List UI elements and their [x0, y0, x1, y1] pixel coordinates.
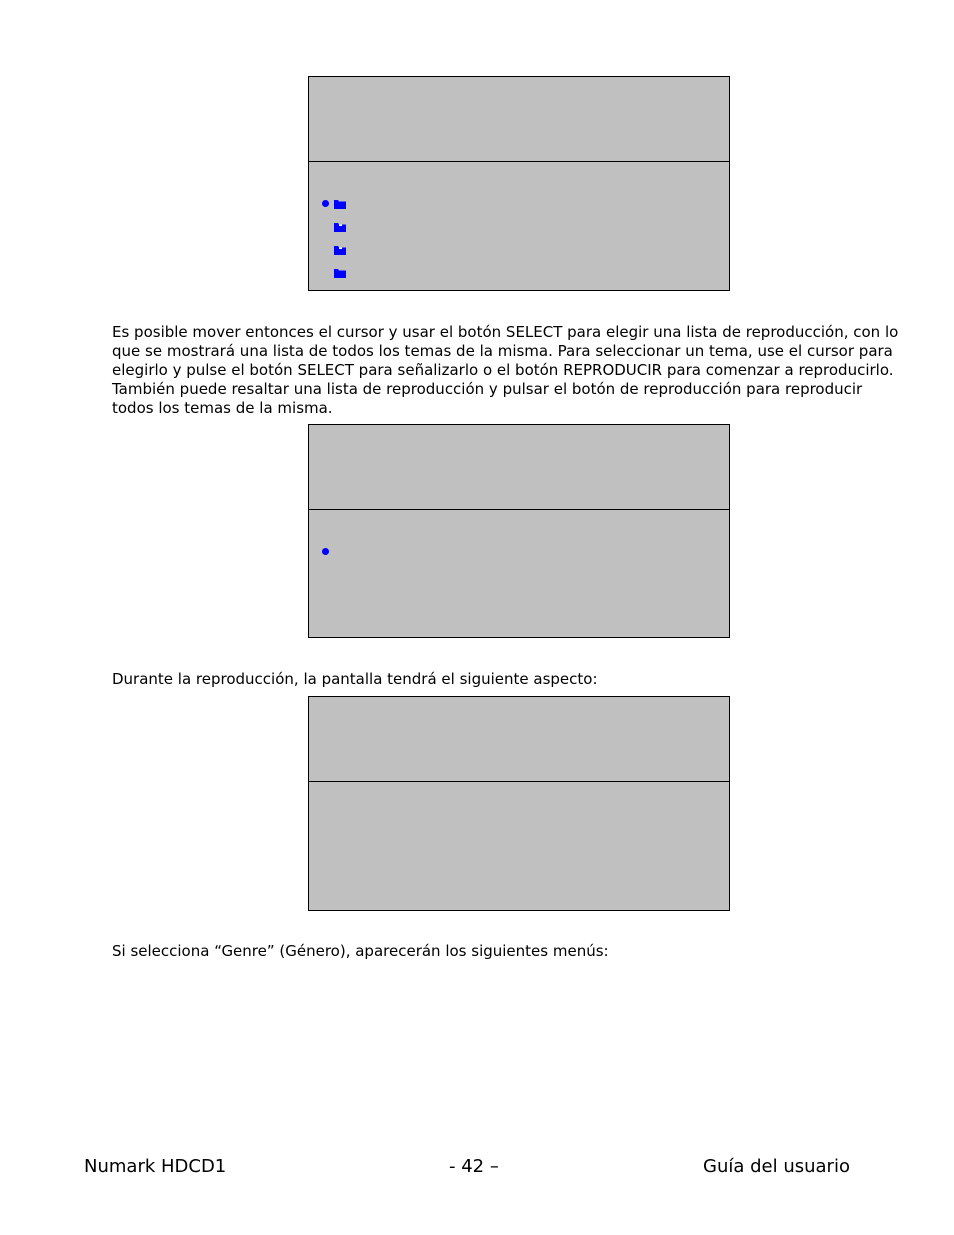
display-screen-playback — [308, 696, 730, 911]
bullet-icon — [322, 548, 329, 555]
display-screen-playlists — [308, 76, 730, 291]
display-header — [309, 697, 729, 782]
display-screen-tracks — [308, 424, 730, 638]
footer-product-name: Numark HDCD1 — [84, 1156, 227, 1177]
display-header — [309, 425, 729, 510]
paragraph-during-playback: Durante la reproducción, la pantalla tendrá el siguiente aspecto: — [112, 670, 598, 688]
folder-icon — [334, 245, 346, 255]
display-header — [309, 77, 729, 162]
paragraph-genre: Si selecciona “Genre” (Género), aparecerán los siguientes menús: — [112, 942, 609, 960]
footer-page-number: - 42 – — [449, 1156, 499, 1177]
paragraph-playlist-intro: Es posible mover entonces el cursor y usar el botón SELECT para elegir una lista de reproducción, con lo que se mostrará una lista de todos los temas de la misma. Para seleccionar un tema, use el cursor para elegirlo y pulse el botón SELECT para señalizarlo o el botón REPRODUCIR para comenzar a reproducirlo. También puede resaltar una lista de reproducción y pulsar el botón de reproducción para reproducir todos los temas de la misma. — [112, 323, 899, 417]
folder-icon — [334, 199, 346, 209]
bullet-icon — [322, 200, 329, 207]
folder-icon — [334, 268, 346, 278]
folder-icon — [334, 222, 346, 232]
footer-guide-title: Guía del usuario — [703, 1156, 850, 1177]
